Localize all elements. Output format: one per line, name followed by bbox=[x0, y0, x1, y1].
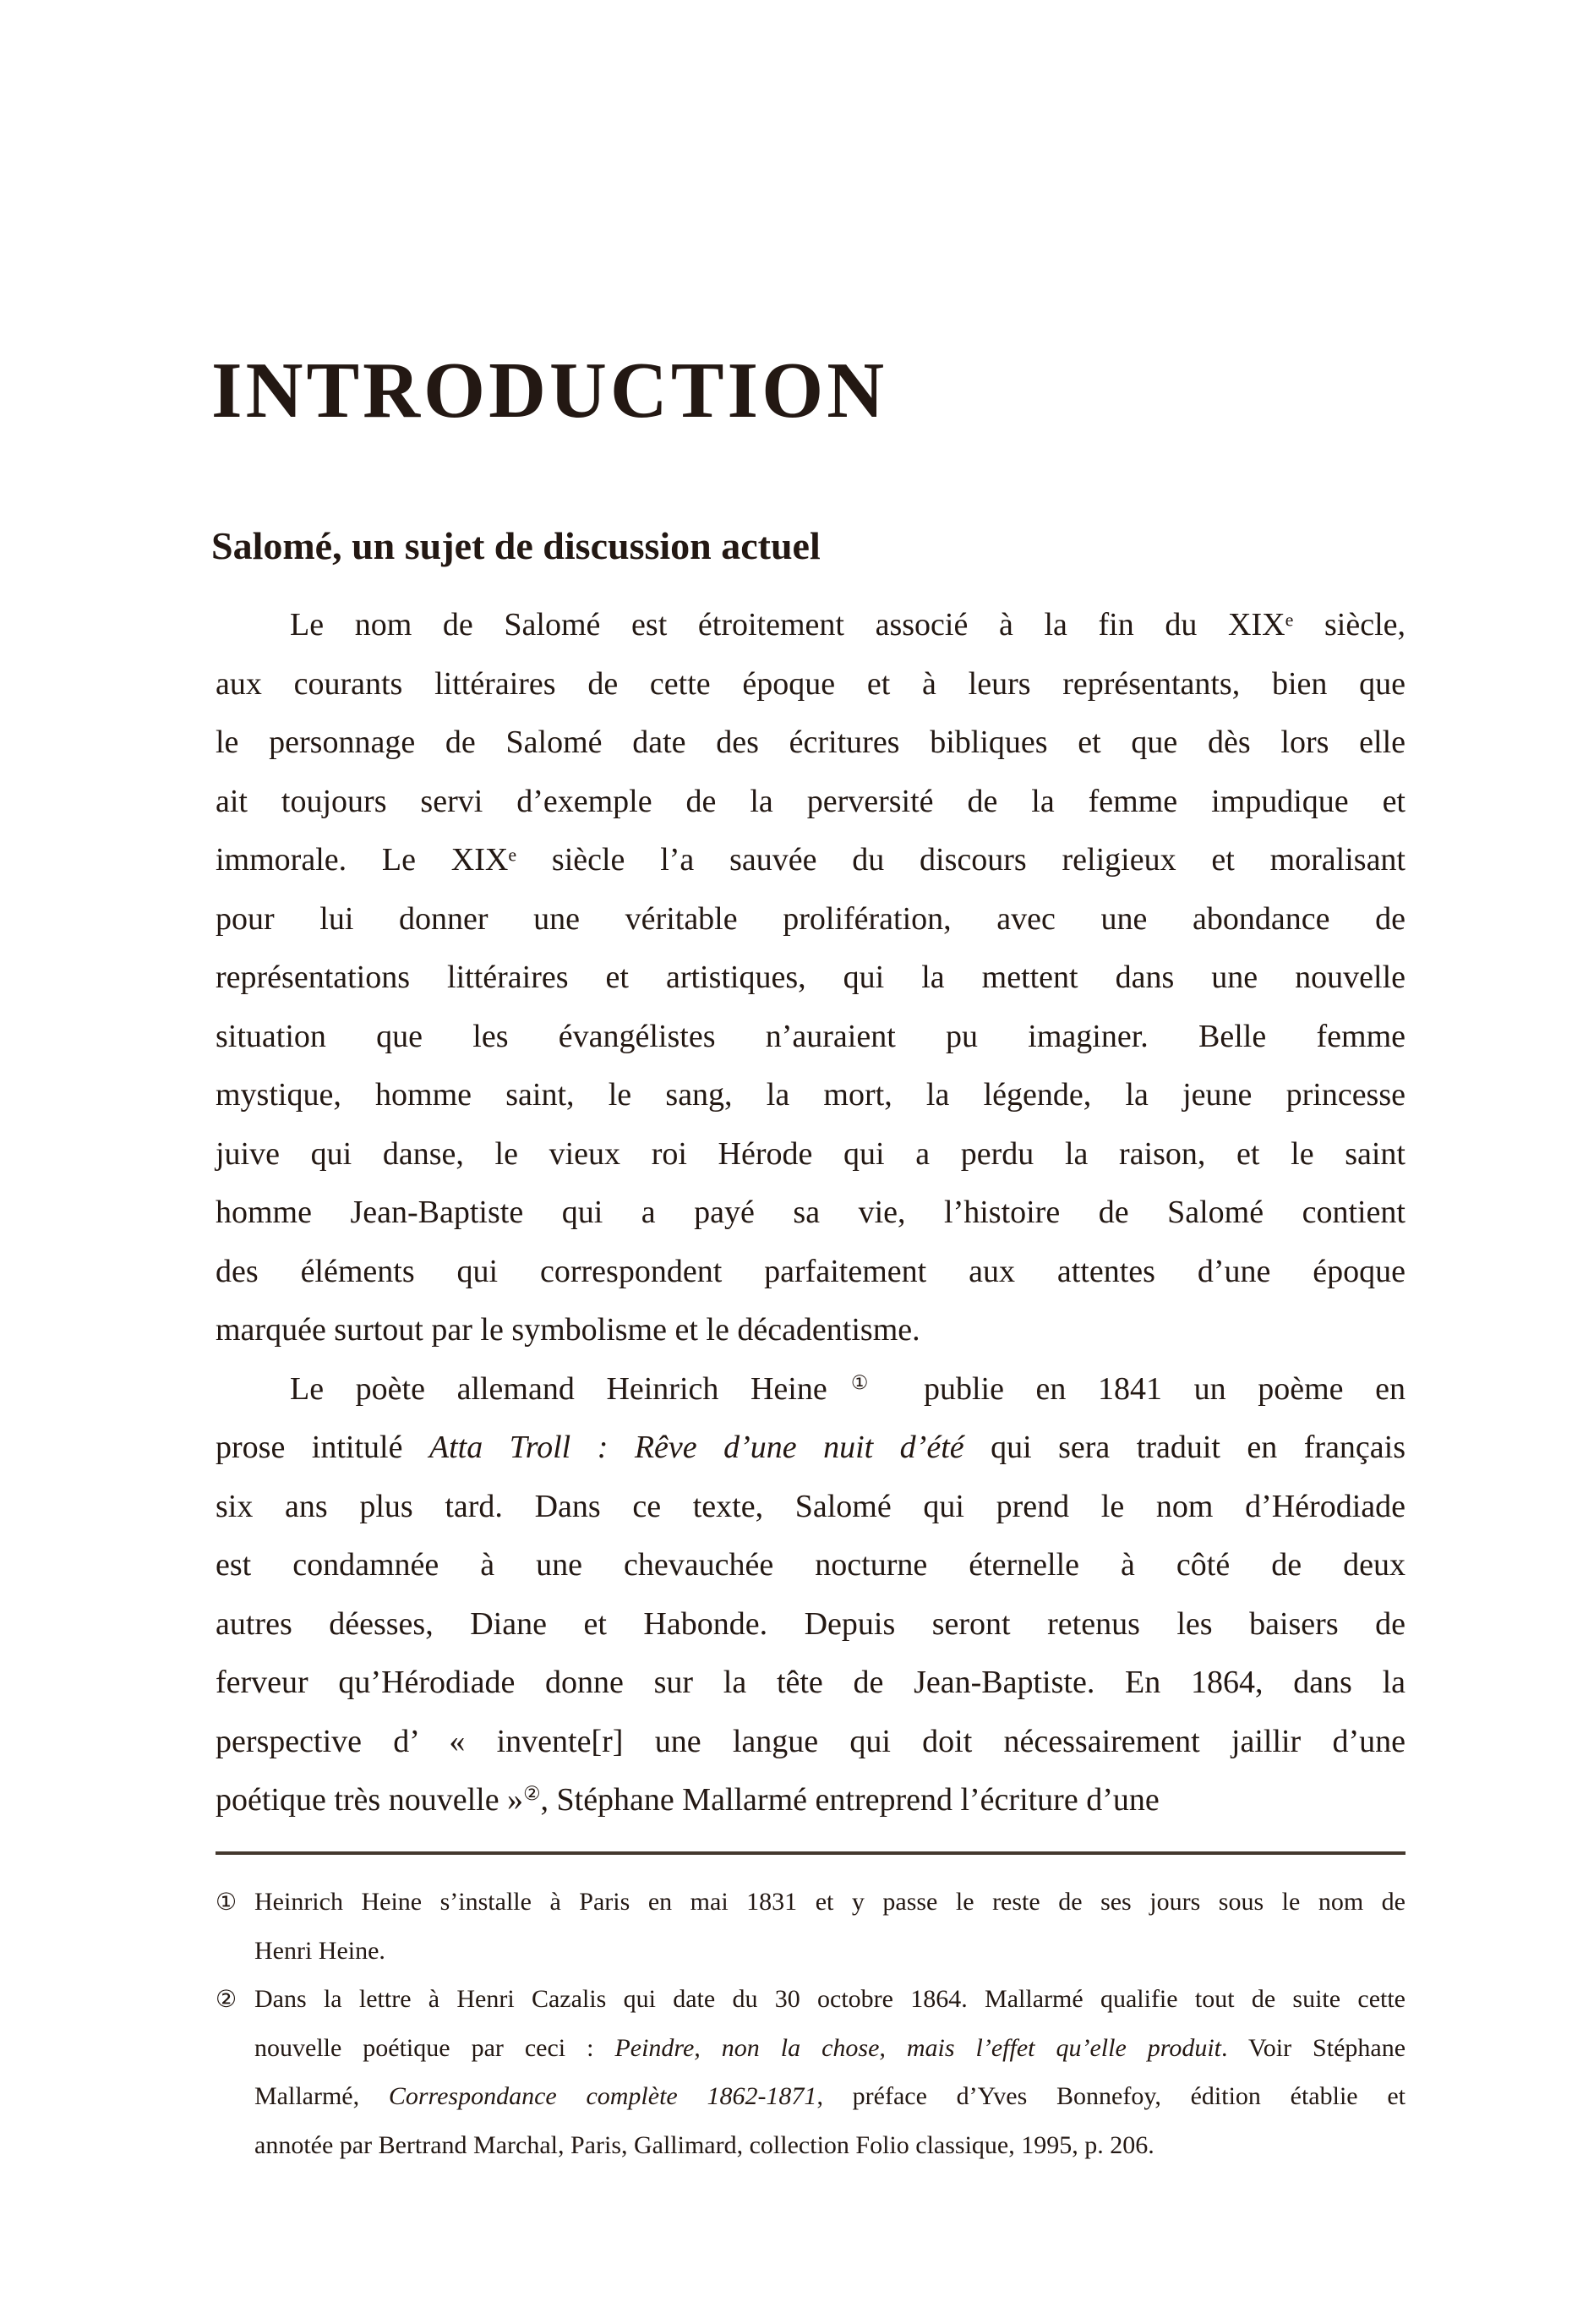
text-run: autres déesses, Diane et Habonde. Depuis seront retenus les baisers de bbox=[216, 1605, 1406, 1642]
superscript: e bbox=[1285, 609, 1294, 631]
text-run: poétique très nouvelle » bbox=[216, 1782, 524, 1818]
text-line bbox=[216, 1301, 1406, 1360]
text-run: Heinrich Heine s’installe à Paris en mai 1831 et y passe le reste de ses jours sous le nom de bbox=[254, 1888, 1406, 1916]
footnote bbox=[216, 1878, 1406, 1975]
text-line bbox=[216, 1419, 1406, 1478]
text-run: des éléments qui correspondent parfaitement aux attentes d’une époque bbox=[216, 1253, 1406, 1289]
text-run: immorale. Le XIX bbox=[216, 842, 509, 878]
text-line bbox=[216, 1008, 1406, 1067]
text-run: six ans plus tard. Dans ce texte, Salomé qui prend le nom d’Hérodiade bbox=[216, 1488, 1406, 1524]
text-line bbox=[216, 1713, 1406, 1772]
body-text bbox=[216, 596, 1406, 1830]
section-heading: Salomé, un sujet de discussion actuel bbox=[211, 524, 821, 568]
text-run: marquée surtout par le symbolisme et le décadentisme. bbox=[216, 1312, 920, 1348]
text-run: nouvelle poétique par ceci : bbox=[254, 2033, 615, 2062]
text-line bbox=[216, 1125, 1406, 1184]
text-run: pour lui donner une véritable prolifération, avec une abondance de bbox=[216, 900, 1406, 937]
text-run: siècle l’a sauvée du discours religieux et moralisant bbox=[516, 842, 1406, 878]
text-run: annotée par Bertrand Marchal, Paris, Gallimard, collection Folio classique, 1995, p. 206. bbox=[254, 2130, 1154, 2159]
text-line bbox=[216, 831, 1406, 890]
text-line bbox=[216, 1243, 1406, 1302]
text-line bbox=[216, 1478, 1406, 1537]
paragraph bbox=[216, 1360, 1406, 1830]
text-run: le personnage de Salomé date des écritures bibliques et que dès lors elle bbox=[216, 725, 1406, 760]
footnotes bbox=[216, 1878, 1406, 2169]
text-line bbox=[216, 949, 1406, 1008]
text-line bbox=[216, 655, 1406, 714]
chapter-title: INTRODUCTION bbox=[211, 346, 888, 435]
text-line bbox=[254, 1927, 1406, 1976]
text-run: perspective d’ « invente[r] une langue qui doit nécessairement jaillir d’une bbox=[216, 1723, 1406, 1759]
italic-text: Atta Troll : Rêve d’une nuit d’été bbox=[428, 1430, 964, 1465]
text-line bbox=[254, 2121, 1406, 2170]
text-run: est condamnée à une chevauchée nocturne éternelle à côté de deux bbox=[216, 1547, 1406, 1583]
text-line bbox=[254, 2024, 1406, 2073]
text-run: aux courants littéraires de cette époque et à leurs représentants, bien que bbox=[216, 665, 1406, 702]
text-run: publie en 1841 un poème en bbox=[892, 1370, 1406, 1407]
footnote-separator bbox=[216, 1851, 1406, 1855]
text-run: homme Jean-Baptiste qui a payé sa vie, l’histoire de Salomé contient bbox=[216, 1195, 1406, 1230]
text-line bbox=[216, 1654, 1406, 1713]
text-line bbox=[216, 773, 1406, 832]
footnote-marker: ① bbox=[216, 1888, 237, 1916]
text-run: qui sera traduit en français bbox=[963, 1430, 1406, 1465]
text-run: Dans la lettre à Henri Cazalis qui date du 30 octobre 1864. Mallarmé qualifie tout de suite cette bbox=[254, 1985, 1406, 2013]
text-line bbox=[216, 890, 1406, 949]
text-run: représentations littéraires et artistiques, qui la mettent dans une nouvelle bbox=[216, 960, 1406, 995]
text-run: Mallarmé, bbox=[254, 2082, 389, 2110]
text-run: . Voir Stéphane bbox=[1221, 2033, 1406, 2062]
text-run: Le nom de Salomé est étroitement associé à la fin du XIX bbox=[290, 607, 1285, 643]
text-line bbox=[216, 1595, 1406, 1654]
footnote bbox=[216, 1975, 1406, 2169]
text-line bbox=[216, 1360, 1406, 1419]
text-run: ferveur qu’Hérodiade donne sur la tête de Jean-Baptiste. En 1864, dans la bbox=[216, 1665, 1406, 1700]
footnote-reference-mark: ① bbox=[827, 1371, 892, 1394]
text-run: mystique, homme saint, le sang, la mort, la légende, la jeune princesse bbox=[216, 1077, 1406, 1113]
text-run: Le poète allemand Heinrich Heine bbox=[290, 1370, 827, 1407]
text-run: , préface d’Yves Bonnefoy, édition établie et bbox=[816, 2082, 1406, 2110]
text-run: prose intitulé bbox=[216, 1430, 429, 1465]
italic-text: Peindre, non la chose, mais l’effet qu’elle produit bbox=[614, 2033, 1221, 2062]
text-line bbox=[216, 1536, 1406, 1595]
text-run: juive qui danse, le vieux roi Hérode qui a perdu la raison, et le saint bbox=[216, 1135, 1406, 1172]
paragraph bbox=[216, 596, 1406, 1360]
text-line bbox=[216, 1066, 1406, 1125]
italic-text: Correspondance complète 1862-1871 bbox=[388, 2082, 817, 2110]
text-line bbox=[216, 596, 1406, 655]
text-line bbox=[254, 1878, 1406, 1927]
superscript: e bbox=[508, 844, 517, 866]
text-run: siècle, bbox=[1293, 607, 1406, 643]
text-run: , Stéphane Mallarmé entreprend l’écriture d’une bbox=[540, 1782, 1160, 1818]
text-line bbox=[216, 714, 1406, 773]
text-line bbox=[216, 1771, 1406, 1830]
text-run: Henri Heine. bbox=[254, 1936, 385, 1965]
text-line bbox=[216, 1184, 1406, 1243]
text-line bbox=[254, 1975, 1406, 2024]
text-run: situation que les évangélistes n’auraient pu imaginer. Belle femme bbox=[216, 1018, 1406, 1054]
footnote-reference-mark: ② bbox=[523, 1783, 541, 1806]
text-run: ait toujours servi d’exemple de la perversité de la femme impudique et bbox=[216, 783, 1406, 819]
footnote-marker: ② bbox=[216, 1985, 237, 2013]
text-line bbox=[254, 2072, 1406, 2121]
